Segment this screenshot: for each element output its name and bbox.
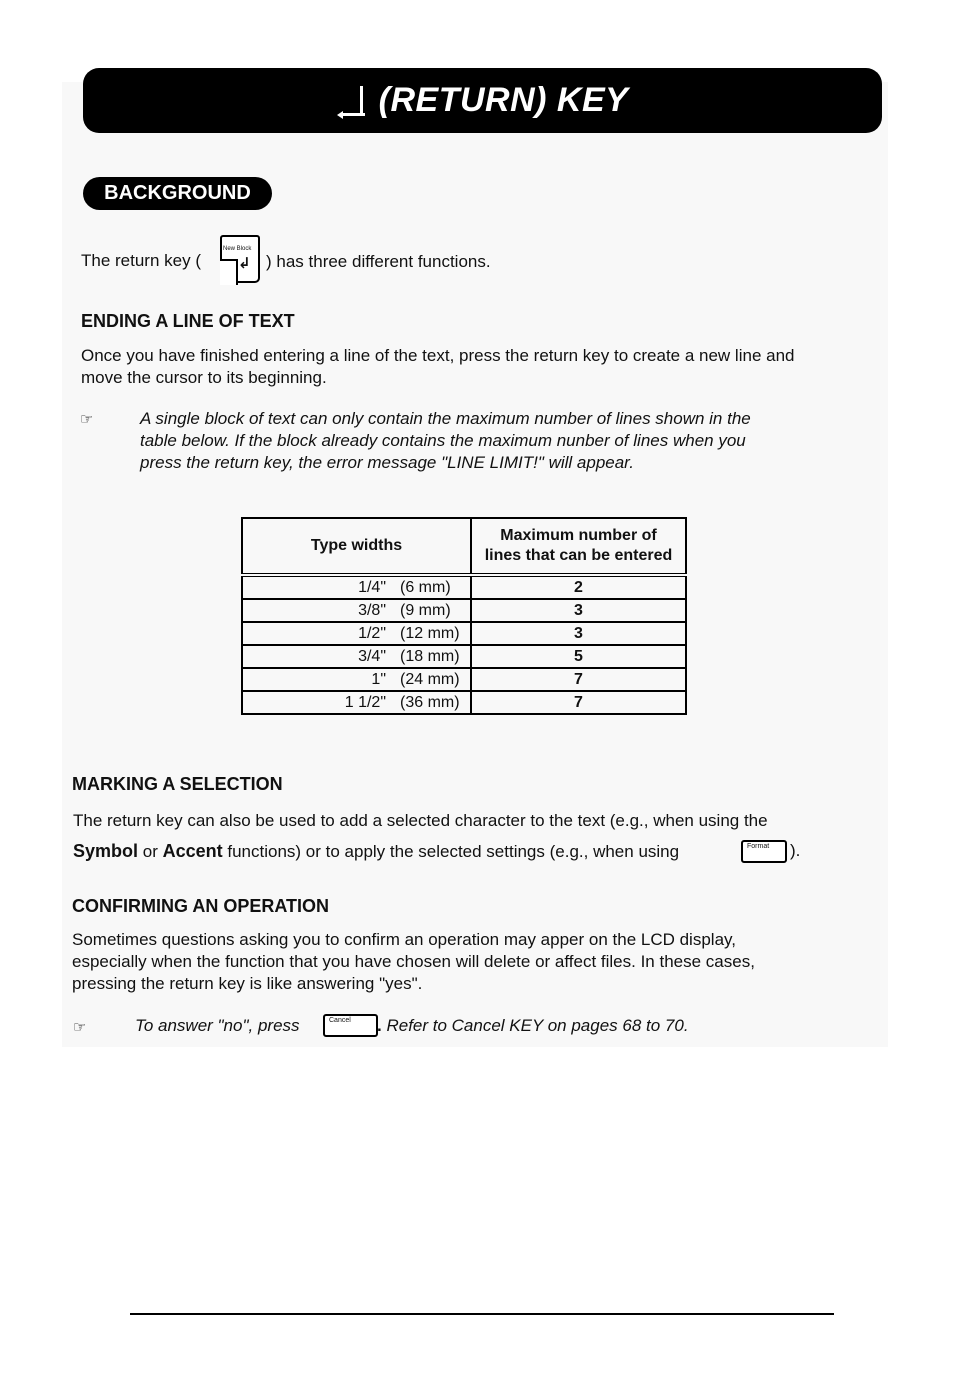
ending-paragraph-line2: move the cursor to its beginning. <box>81 368 327 387</box>
max-lines-cell: 5 <box>471 645 686 668</box>
format-key-label: Format <box>747 843 770 850</box>
return-arrow-icon <box>337 86 367 120</box>
section-badge-background: BACKGROUND <box>83 177 272 210</box>
table-row <box>242 691 686 714</box>
ending-paragraph-line1: Once you have finished entering a line of the text, press the return key to create a new line and <box>81 346 795 365</box>
marking-line2-end: ). <box>790 841 801 860</box>
table-header-max-lines-line1: Maximum number of <box>500 527 657 544</box>
marking-paragraph-line2 <box>73 840 679 863</box>
type-width-cell: 3/8" (9 mm) <box>242 599 471 622</box>
ending-note-line1: A single block of text can only contain the maximum number of lines shown in the <box>140 409 751 428</box>
table-row <box>242 668 686 691</box>
or-text: or <box>142 842 158 861</box>
type-width-cell: 1/2" (12 mm) <box>242 622 471 645</box>
max-lines-cell: 3 <box>471 622 686 645</box>
confirming-paragraph-line1: Sometimes questions asking you to confirm an operation may apper on the LCD display, <box>72 930 736 949</box>
accent-function-label: Accent <box>162 841 223 861</box>
marking-paragraph-line1: The return key can also be used to add a selected character to the text (e.g., when using the <box>73 811 768 830</box>
confirming-paragraph-line2: especially when the function that you have chosen will delete or affect files. In these cases, <box>72 952 755 971</box>
table-header-max-lines-line2: lines that can be entered <box>484 547 673 564</box>
intro-text-after: ) has three different functions. <box>266 252 491 271</box>
new-block-key-icon <box>220 235 260 283</box>
max-lines-cell: 3 <box>471 599 686 622</box>
confirming-paragraph-line3: pressing the return key is like answering "yes". <box>72 974 423 993</box>
table-row <box>242 645 686 668</box>
table-row <box>242 575 686 599</box>
heading-confirming-operation: CONFIRMING AN OPERATION <box>72 896 329 916</box>
pointing-hand-icon: ☞ <box>80 411 94 428</box>
table-header-max-lines <box>471 518 686 575</box>
cancel-key-icon <box>323 1014 378 1037</box>
max-lines-cell: 2 <box>471 575 686 599</box>
line-limit-table <box>241 517 687 715</box>
type-width-cell: 1/4" (6 mm) <box>242 575 471 599</box>
new-block-key-label: New Block <box>223 246 252 252</box>
footer-divider <box>130 1313 834 1315</box>
cancel-key-label: Cancel <box>329 1017 351 1024</box>
heading-ending-line: ENDING A LINE OF TEXT <box>81 311 295 331</box>
table-header-type-widths: Type widths <box>242 518 471 575</box>
page-title-bar <box>83 68 882 133</box>
intro-text-before: The return key ( <box>81 251 201 270</box>
page-title: (RETURN) KEY <box>378 81 629 119</box>
table-row <box>242 622 686 645</box>
confirming-note-after <box>377 1015 689 1037</box>
new-block-key-symbol: ↲ <box>238 255 251 272</box>
confirming-note-before: To answer "no", press <box>135 1016 300 1035</box>
heading-marking-selection: MARKING A SELECTION <box>72 774 283 794</box>
marking-line2-mid: functions) or to apply the selected settings (e.g., when using <box>227 842 680 861</box>
table-row <box>242 599 686 622</box>
type-width-cell: 1 1/2" (36 mm) <box>242 691 471 714</box>
confirming-note-period: . <box>377 1016 382 1035</box>
max-lines-cell: 7 <box>471 668 686 691</box>
pointing-hand-icon: ☞ <box>73 1019 87 1036</box>
ending-note-line3: press the return key, the error message "LINE LIMIT!" will appear. <box>140 453 634 472</box>
type-width-cell: 3/4" (18 mm) <box>242 645 471 668</box>
ending-note-line2: table below. If the block already contains the maximum nunber of lines when you <box>140 431 746 450</box>
format-key-icon <box>741 840 787 863</box>
type-width-cell: 1" (24 mm) <box>242 668 471 691</box>
symbol-function-label: Symbol <box>73 841 139 861</box>
max-lines-cell: 7 <box>471 691 686 714</box>
table-header-row <box>242 518 686 575</box>
confirming-note-after-text: Refer to Cancel KEY on pages 68 to 70. <box>381 1016 689 1035</box>
